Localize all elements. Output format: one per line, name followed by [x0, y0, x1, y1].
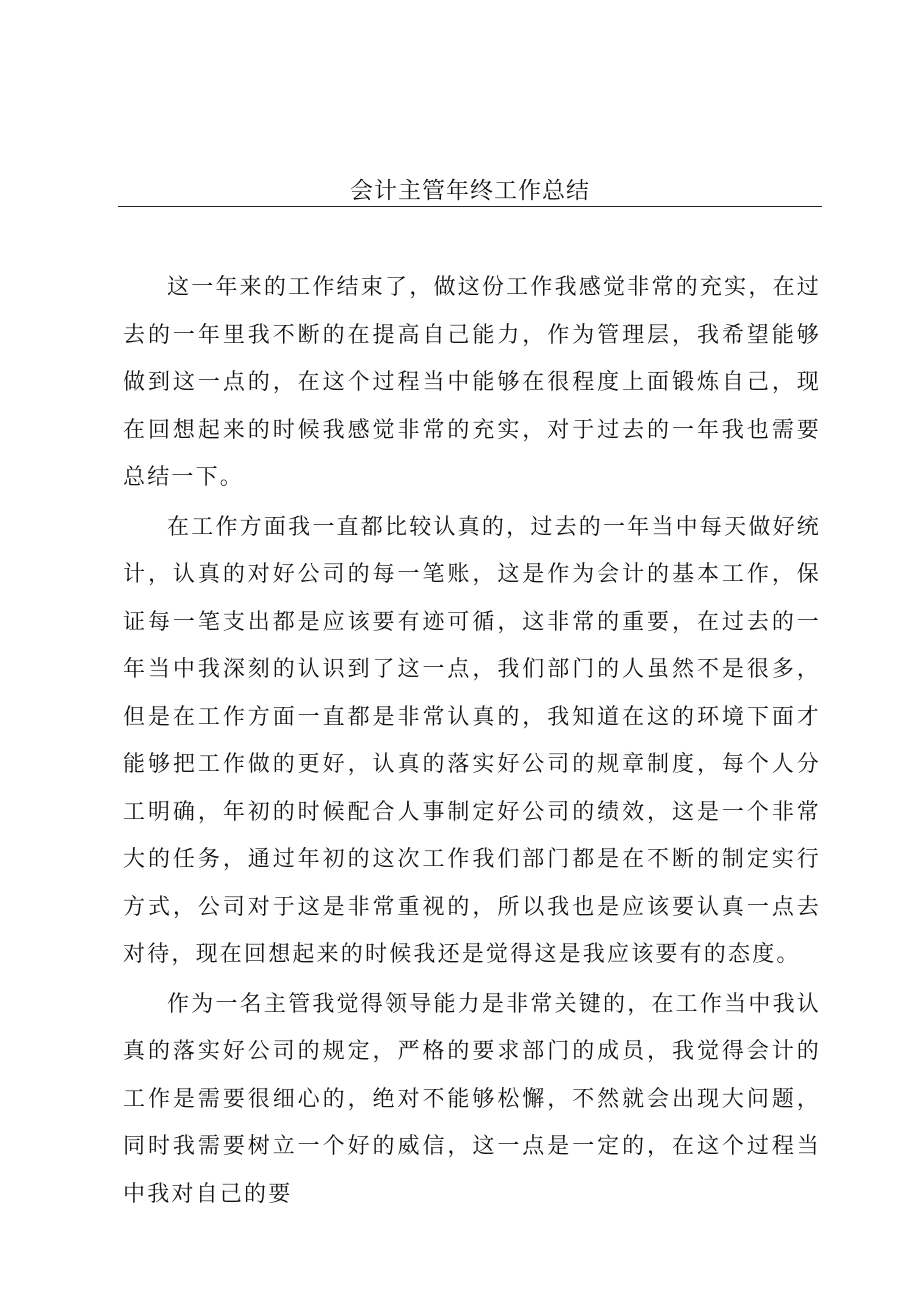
document-title: 会计主管年终工作总结	[350, 178, 590, 204]
paragraph-1: 这一年来的工作结束了，做这份工作我感觉非常的充实，在过去的一年里我不断的在提高自己能力，作为管理层，我希望能够做到这一点的，在这个过程当中能够在很程度上面锻炼自己，现在回想起来的时候我感觉非常的充实，对于过去的一年我也需要总结一下。	[123, 275, 821, 490]
document-body	[123, 264, 821, 1220]
paragraph-3: 作为一名主管我觉得领导能力是非常关键的，在工作当中我认真的落实好公司的规定，严格的要求部门的成员，我觉得会计的工作是需要很细心的，绝对不能够松懈，不然就会出现大问题，同时我需要树立一个好的威信，这一点是一定的，在这个过程当中我对自己的要	[123, 991, 821, 1207]
paragraph-2: 在工作方面我一直都比较认真的，过去的一年当中每天做好统计，认真的对好公司的每一笔账，这是作为会计的基本工作，保证每一笔支出都是应该要有迹可循，这非常的重要，在过去的一年当中我深刻的认识到了这一点，我们部门的人虽然不是很多，但是在工作方面一直都是非常认真的，我知道在这的环境下面才能够把工作做的更好，认真的落实好公司的规章制度，每个人分工明确，年初的时候配合人事制定好公司的绩效，这是一个非常大的任务，通过年初的这次工作我们部门都是在不断的制定实行方式，公司对于这是非常重视的，所以我也是应该要认真一点去对待，现在回想起来的时候我还是觉得这是我应该要有的态度。	[123, 514, 821, 967]
document-header	[118, 168, 822, 207]
